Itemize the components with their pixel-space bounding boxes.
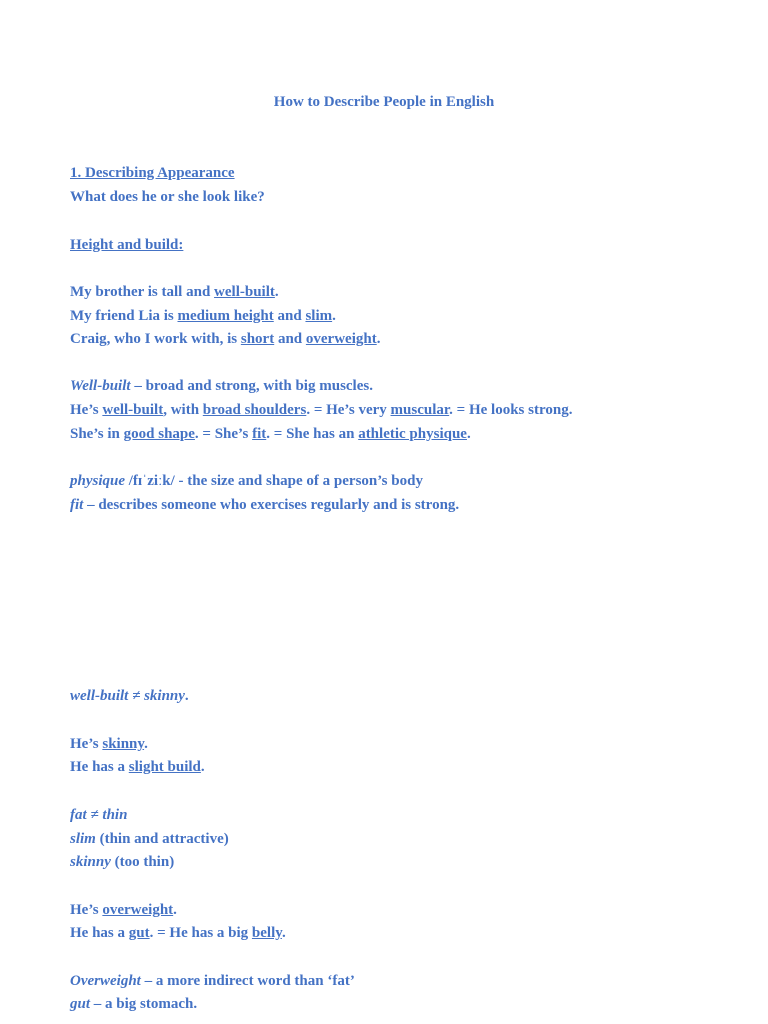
term: well-built: [102, 402, 164, 418]
term: skinny: [102, 736, 145, 752]
example-line-2: [70, 306, 336, 326]
text: My brother is tall and: [70, 284, 215, 300]
example-line-7: [70, 757, 205, 777]
term: good shape: [123, 426, 195, 442]
example-line-6: [70, 734, 148, 754]
text: .: [144, 736, 148, 752]
text: – a big stomach.: [90, 996, 198, 1012]
text: .: [281, 925, 286, 941]
term: muscular: [390, 402, 450, 418]
text: She’s in: [70, 426, 124, 442]
definition-slim: [70, 829, 229, 849]
definition-fit: [70, 495, 459, 515]
text: .: [332, 308, 336, 324]
height-build-heading: Height and build:: [70, 237, 184, 253]
contrast-line-2: [70, 805, 127, 825]
definition-overweight: [70, 971, 355, 991]
definition-physique: [70, 471, 423, 491]
term: slight build: [128, 759, 201, 775]
text: He has a: [70, 759, 129, 775]
example-line-3: [70, 329, 380, 349]
definition-skinny: [70, 852, 174, 872]
section-heading: 1. Describing Appearance: [70, 165, 235, 181]
term: well-built ≠ skinny: [70, 688, 185, 704]
text: .: [466, 426, 471, 442]
text: and: [274, 331, 306, 347]
text: . = He looks strong.: [449, 402, 573, 418]
term: overweight: [305, 331, 377, 347]
text: He’s: [70, 736, 103, 752]
text: – describes someone who exercises regularly and is strong.: [83, 497, 460, 513]
text: (thin and attractive): [95, 831, 229, 847]
text: He’s: [70, 902, 103, 918]
text: . = He has a big: [149, 925, 252, 941]
page-title: How to Describe People in English: [273, 94, 495, 110]
text: .: [376, 331, 381, 347]
term: fit: [252, 426, 267, 442]
text: – a more indirect word than ‘fat’: [140, 973, 355, 989]
text: He has a: [70, 925, 129, 941]
term: belly: [251, 925, 282, 941]
term: medium height: [177, 308, 274, 324]
text: . = He’s very: [306, 402, 391, 418]
term: slim: [70, 831, 96, 847]
contrast-line-1: [70, 686, 189, 706]
text: My friend Lia is: [70, 308, 178, 324]
term: well-built: [214, 284, 275, 300]
term: overweight: [102, 902, 174, 918]
text: .: [274, 284, 279, 300]
text: – broad and strong, with big muscles.: [130, 378, 373, 394]
text: . = She has an: [266, 426, 359, 442]
term: Overweight: [70, 973, 141, 989]
example-line-8: [70, 900, 177, 920]
term: short: [240, 331, 275, 347]
term: fat ≠ thin: [70, 807, 128, 823]
text: .: [184, 688, 189, 704]
text: , with: [163, 402, 203, 418]
definition-gut: [70, 994, 197, 1014]
text: He’s: [70, 402, 103, 418]
text: .: [200, 759, 205, 775]
text: . = She’s: [194, 426, 253, 442]
term: gut: [70, 996, 91, 1012]
definition-well-built: [70, 376, 373, 396]
term: fit: [70, 497, 84, 513]
text: Craig, who I work with, is: [70, 331, 241, 347]
example-line-4: [70, 400, 572, 420]
term: broad shoulders: [202, 402, 307, 418]
example-line-9: [70, 923, 286, 943]
text: and: [273, 308, 306, 324]
term: slim: [305, 308, 333, 324]
term: gut: [128, 925, 150, 941]
text: /fɪˈziːk/ - the size and shape of a person’s body: [125, 473, 423, 489]
term: athletic physique: [358, 426, 467, 442]
text: (too thin): [110, 854, 175, 870]
example-line-5: [70, 424, 471, 444]
term: skinny: [70, 854, 111, 870]
example-line-1: [70, 282, 279, 302]
term: physique: [70, 473, 126, 489]
section-question: What does he or she look like?: [70, 189, 265, 205]
term: Well-built: [70, 378, 131, 394]
text: .: [173, 902, 177, 918]
